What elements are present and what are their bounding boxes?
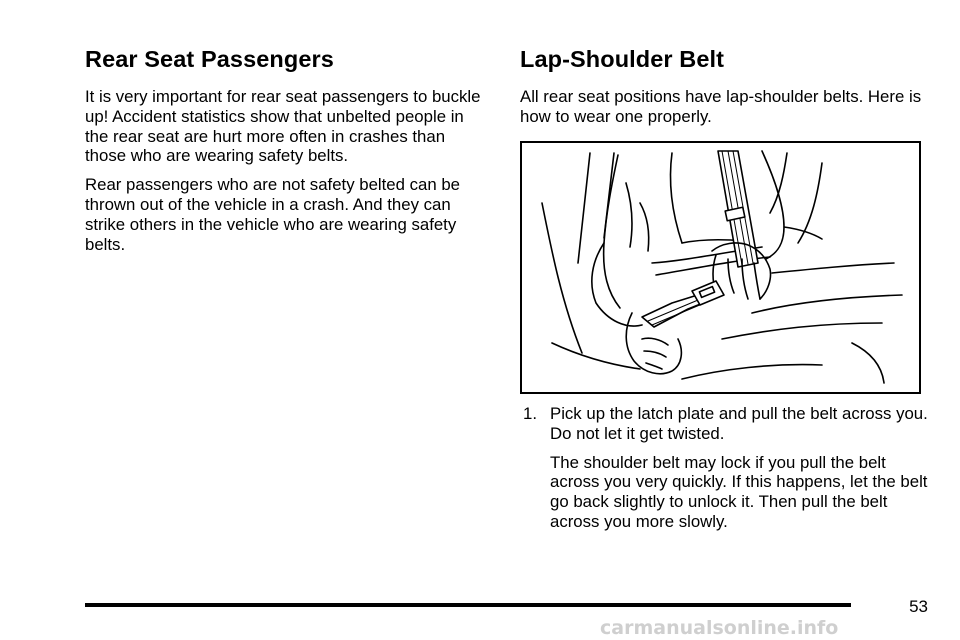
footer-rule [85, 603, 851, 607]
left-column [85, 44, 485, 263]
paragraph-rear-seat-importance: It is very important for rear seat passengers to buckle up! Accident statistics show that unbelted people in the rear seat are hurt more often in crashes than those who are wearing safety belts. [85, 87, 481, 166]
seat-belt-drawing [522, 143, 919, 392]
seat-belt-illustration [520, 141, 921, 394]
step-1 [520, 404, 930, 444]
paragraph-rear-seat-risk: Rear passengers who are not safety belted can be thrown out of the vehicle in a crash. And they can strike others in the vehicle who are wearing safety belts. [85, 175, 461, 254]
right-column [520, 44, 930, 532]
section-heading-rear-seat-passengers: Rear Seat Passengers [85, 46, 334, 72]
paragraph-lap-shoulder-intro: All rear seat positions have lap-shoulder belts. Here is how to wear one properly. [520, 87, 922, 126]
section-heading-lap-shoulder-belt: Lap-Shoulder Belt [520, 46, 725, 72]
step-1-detail: The shoulder belt may lock if you pull the belt across you very quickly. If this happens, let the belt go back slightly to unlock it. Then pull the belt across you more slowly. [550, 452, 928, 531]
page-number: 53 [909, 597, 928, 616]
watermark: carmanualsonline.info [600, 617, 839, 639]
step-number: 1. [523, 403, 537, 423]
step-instruction: Pick up the latch plate and pull the belt across you. Do not let it get twisted. [550, 403, 928, 443]
